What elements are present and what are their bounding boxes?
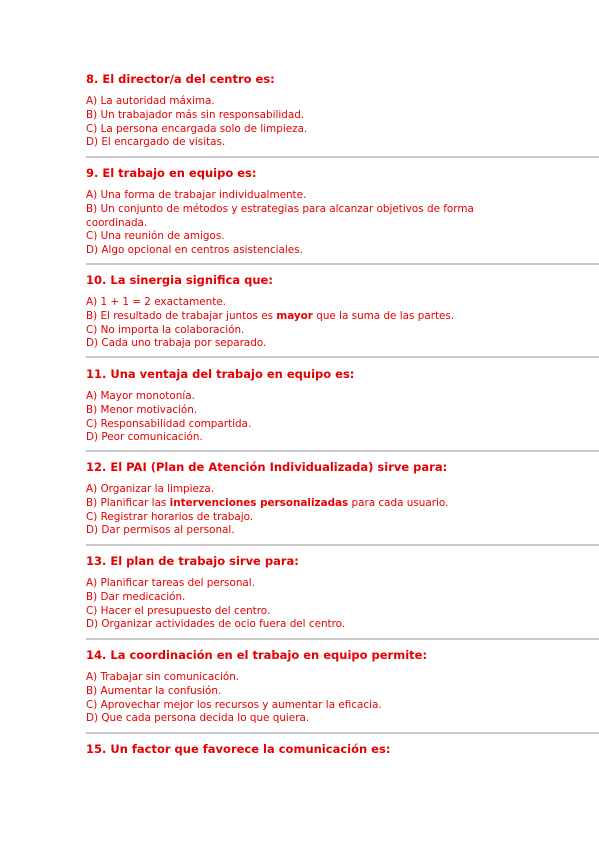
divider <box>86 263 599 265</box>
option-b: B) Aumentar la confusión. <box>86 684 222 697</box>
option-text: que la suma de las partes. <box>312 309 455 322</box>
option-a: A) Mayor monotonía. <box>86 390 195 402</box>
option-b: B) Dar medicación. <box>86 590 186 603</box>
option-b: B) Un conjunto de métodos y estrategias para alcanzar objetivos de forma coordinada. <box>86 202 474 229</box>
question-title: 14. La coordinación en el trabajo en equipo permite: <box>86 648 428 662</box>
question-title: 15. Un factor que favorece la comunicación es: <box>86 742 391 756</box>
option-c: C) Hacer el presupuesto del centro. <box>86 604 271 617</box>
option-c: C) Aprovechar mejor los recursos y aumentar la eficacia. <box>86 698 382 711</box>
option-d: D) Que cada persona decida lo que quiera. <box>86 712 310 725</box>
divider <box>86 156 599 158</box>
option-b: B) Menor motivación. <box>86 403 198 416</box>
question-title: 12. El PAI (Plan de Atención Individualizada) sirve para: <box>86 460 448 474</box>
option-b <box>86 310 599 324</box>
option-text: para cada usuario. <box>348 496 449 509</box>
option-text: B) Planificar las <box>86 496 170 509</box>
question-title: 9. El trabajo en equipo es: <box>86 166 257 180</box>
question-9 <box>86 166 599 258</box>
option-c: C) Registrar horarios de trabajo. <box>86 510 254 523</box>
option-c: C) Responsabilidad compartida. <box>86 417 252 430</box>
option-text: B) El resultado de trabajar juntos es <box>86 309 277 322</box>
question-title: 13. El plan de trabajo sirve para: <box>86 554 299 568</box>
option-c: C) Una reunión de amigos. <box>86 230 225 243</box>
divider <box>86 638 599 640</box>
question-14 <box>86 648 599 726</box>
divider <box>86 732 599 734</box>
question-11 <box>86 367 599 445</box>
option-b: B) Un trabajador más sin responsabilidad. <box>86 108 305 121</box>
question-8 <box>86 72 599 150</box>
option-emphasis: mayor <box>276 309 313 322</box>
option-a: A) Organizar la limpieza. <box>86 483 215 495</box>
option-d: D) Dar permisos al personal. <box>86 524 235 537</box>
option-c: C) No importa la colaboración. <box>86 323 245 336</box>
question-title: 11. Una ventaja del trabajo en equipo es: <box>86 367 355 381</box>
option-d: D) El encargado de visitas. <box>86 136 226 149</box>
option-emphasis: intervenciones personalizadas <box>169 496 349 509</box>
option-b <box>86 497 599 511</box>
option-d: D) Peor comunicación. <box>86 431 203 444</box>
question-13 <box>86 554 599 632</box>
question-15 <box>86 742 599 765</box>
option-a: A) Trabajar sin comunicación. <box>86 671 240 683</box>
option-a: A) 1 + 1 = 2 exactamente. <box>86 296 226 308</box>
question-title: 10. La sinergia significa que: <box>86 273 273 287</box>
option-a: A) Planificar tareas del personal. <box>86 577 255 589</box>
divider <box>86 544 599 546</box>
option-d: D) Organizar actividades de ocio fuera del centro. <box>86 618 346 631</box>
question-10 <box>86 273 599 351</box>
divider <box>86 450 599 452</box>
option-a: A) Una forma de trabajar individualmente. <box>86 189 307 201</box>
divider <box>86 356 599 358</box>
question-12 <box>86 460 599 538</box>
option-d: D) Cada uno trabaja por separado. <box>86 337 267 350</box>
option-d: D) Algo opcional en centros asistenciales. <box>86 244 303 257</box>
option-a: A) La autoridad máxima. <box>86 95 215 107</box>
question-title: 8. El director/a del centro es: <box>86 72 275 86</box>
option-c: C) La persona encargada solo de limpieza. <box>86 122 308 135</box>
